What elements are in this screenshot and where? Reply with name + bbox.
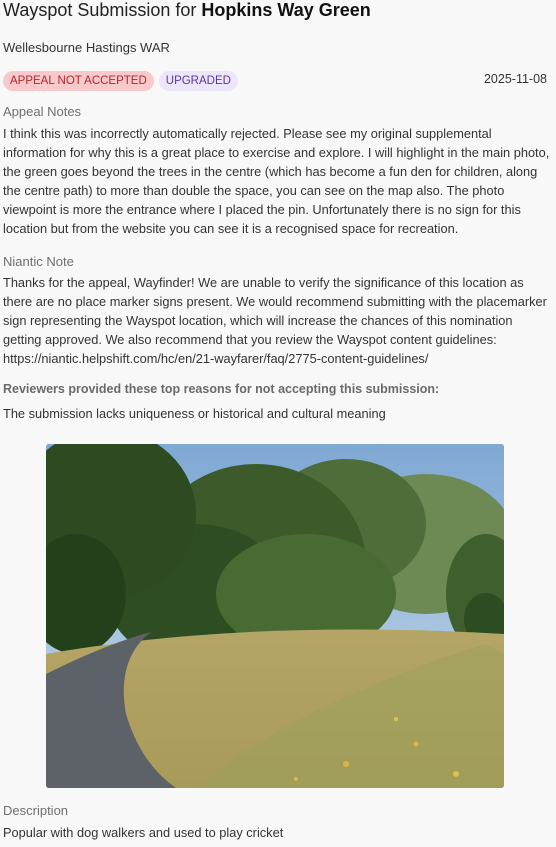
upgraded-badge: UPGRADED [159,71,238,91]
niantic-note-label: Niantic Note [3,254,74,269]
status-badge: APPEAL NOT ACCEPTED [3,71,154,91]
location-text: Wellesbourne Hastings WAR [3,40,170,55]
appeal-notes-text: I think this was incorrectly automatically rejected. Please see my original supplemental information for why this is a great place to exercise and explore. I will highlight in the main photo, the green goes beyond the trees in the centre (which has become a fun den for children, along the centre path) to more than double the space, you can see on the map also. The photo viewpoint is more the entrance where I placed the pin. Unfortunately there is no sign for this location but from the website you can see it is a recognised space for recreation. [3,126,550,236]
appeal-notes-label: Appeal Notes [3,104,82,119]
badge-row [3,71,238,91]
reviewers-label: Reviewers provided these top reasons for not accepting this submission: [3,382,440,396]
niantic-note-text: Thanks for the appeal, Wayfinder! We are unable to verify the significance of this location as there are no place marker signs present. We would recommend submitting with the placemarker sign representing the Wayspot location, which will increase the chances of this nomination getting approved. We also recommend that you review the Wayspot content guidelines: https://niantic.helpshift.com/hc/en/21-wayfarer/faq/2775-content-guidelines/ [3,275,547,366]
description-label: Description [3,803,69,818]
submission-date: 2025-11-08 [483,72,547,86]
title-name: Hopkins Way Green [201,0,371,20]
title-prefix: Wayspot Submission for [3,0,197,20]
park-photo-illustration [46,444,504,788]
rejection-reason: The submission lacks uniqueness or historical and cultural meaning [3,406,386,421]
description-text: Popular with dog walkers and used to play cricket [3,825,284,840]
page-title [3,0,371,21]
submission-photo[interactable] [46,444,504,788]
